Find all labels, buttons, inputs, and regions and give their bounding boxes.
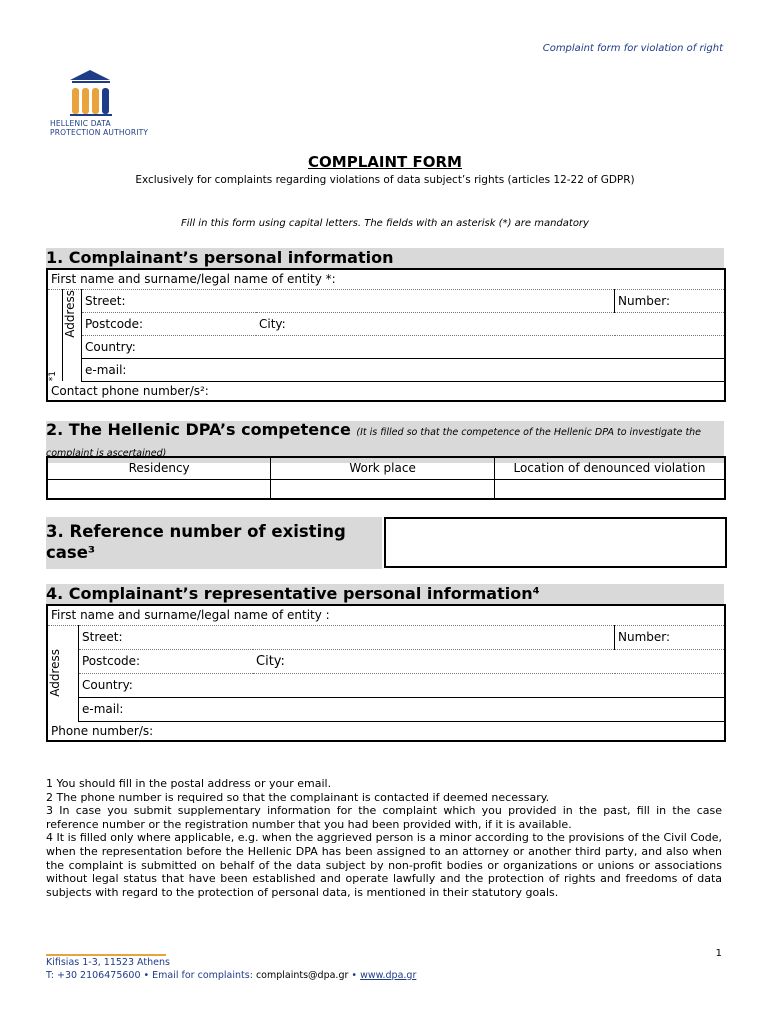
- col-location: Location of denounced violation: [494, 457, 725, 479]
- footer-contact: T: +30 2106475600 • Email for complaints: complaints@dpa.gr • www.dpa.gr: [46, 970, 417, 981]
- section1-table: [46, 268, 726, 402]
- address-mark: *1: [48, 370, 58, 381]
- section1-heading: 1. Complainant’s personal information: [46, 248, 724, 268]
- postcode-field[interactable]: Postcode:: [82, 312, 257, 335]
- col-work-place: Work place: [271, 457, 495, 479]
- number-field[interactable]: Number:: [615, 289, 726, 312]
- email-field[interactable]: e-mail:: [82, 358, 726, 381]
- rep-city-field[interactable]: City:: [253, 649, 725, 673]
- rep-street-field[interactable]: Street:: [79, 625, 615, 649]
- rep-phone-field[interactable]: Phone number/s:: [51, 723, 154, 738]
- page-number: 1: [715, 948, 722, 959]
- section2-note: (It is filled so that the competence of the Hellenic DPA to investigate the complaint is ascertained): [46, 427, 702, 459]
- phone-field[interactable]: Contact phone number/s²:: [51, 383, 209, 398]
- section2-heading: 2. The Hellenic DPA’s competence (It is filled so that the competence of the Hellenic DPA to investigate the complaint is ascertained): [46, 421, 724, 463]
- footnote-2: 2 The phone number is required so that the complainant is contacted if deemed necessary.: [46, 790, 550, 804]
- city-field[interactable]: City:: [256, 312, 725, 335]
- footer-website-link[interactable]: www.dpa.gr: [360, 970, 417, 981]
- footer-address: Kifisias 1-3, 11523 Athens: [46, 957, 170, 968]
- rep-country-field[interactable]: Country:: [79, 673, 726, 697]
- section4-heading: 4. Complainant’s representative personal information⁴: [46, 584, 724, 604]
- page-title: COMPLAINT FORM: [308, 153, 462, 171]
- section4-table: [46, 604, 726, 742]
- footer-divider: [46, 954, 166, 956]
- location-input[interactable]: [494, 479, 725, 499]
- reference-number-input[interactable]: [384, 517, 727, 568]
- footnote-4: 4 It is filled only where applicable, e.g. when the aggrieved person is a minor according to the provisions of the Civil Code, when the representation before the Hellenic DPA has been assigned to an attorney or another third party, and also when the complaint is submitted on behalf of the data subject by non-profit bodies or organizations or unions or associations without legal status that have been established and operate lawfully and the protection of rights and freedoms of data subjects with regard to the protection of personal data, is mentioned in their statutory goals.: [46, 831, 722, 899]
- work-place-input[interactable]: [271, 479, 495, 499]
- footnote-1: 1 You should fill in the postal address or your email.: [46, 777, 332, 790]
- country-field[interactable]: Country:: [82, 335, 726, 358]
- rep-number-field[interactable]: Number:: [615, 625, 726, 649]
- rep-email-field[interactable]: e-mail:: [79, 697, 726, 721]
- section3-heading: 3. Reference number of existing case³: [46, 517, 382, 569]
- street-field[interactable]: Street:: [82, 289, 615, 312]
- footer-email-link[interactable]: complaints@dpa.gr: [255, 970, 349, 981]
- form-instructions: Fill in this form using capital letters. The fields with an asterisk (*) are mandatory: [181, 218, 589, 229]
- rep-name-field[interactable]: First name and surname/legal name of entity :: [47, 605, 725, 625]
- competence-table: [46, 456, 726, 500]
- header-right-text: Complaint form for violation of right: [542, 43, 723, 54]
- residency-input[interactable]: [47, 479, 271, 499]
- footnotes: [46, 777, 722, 899]
- name-field[interactable]: First name and surname/legal name of entity *:: [47, 269, 725, 289]
- footnote-3: 3 In case you submit supplementary information for the complaint which you provided in the past, fill in the case reference number or the registration number that you had been provided with, if it is available.: [46, 804, 722, 831]
- rep-address-label: Address: [48, 649, 62, 698]
- org-name: HELLENIC DATA PROTECTION AUTHORITY: [50, 119, 149, 137]
- rep-postcode-field[interactable]: Postcode:: [79, 649, 254, 673]
- address-label: Address: [63, 289, 77, 338]
- col-residency: Residency: [47, 457, 271, 479]
- page-subtitle: Exclusively for complaints regarding violations of data subject’s rights (articles 12-22 of GDPR): [135, 174, 635, 186]
